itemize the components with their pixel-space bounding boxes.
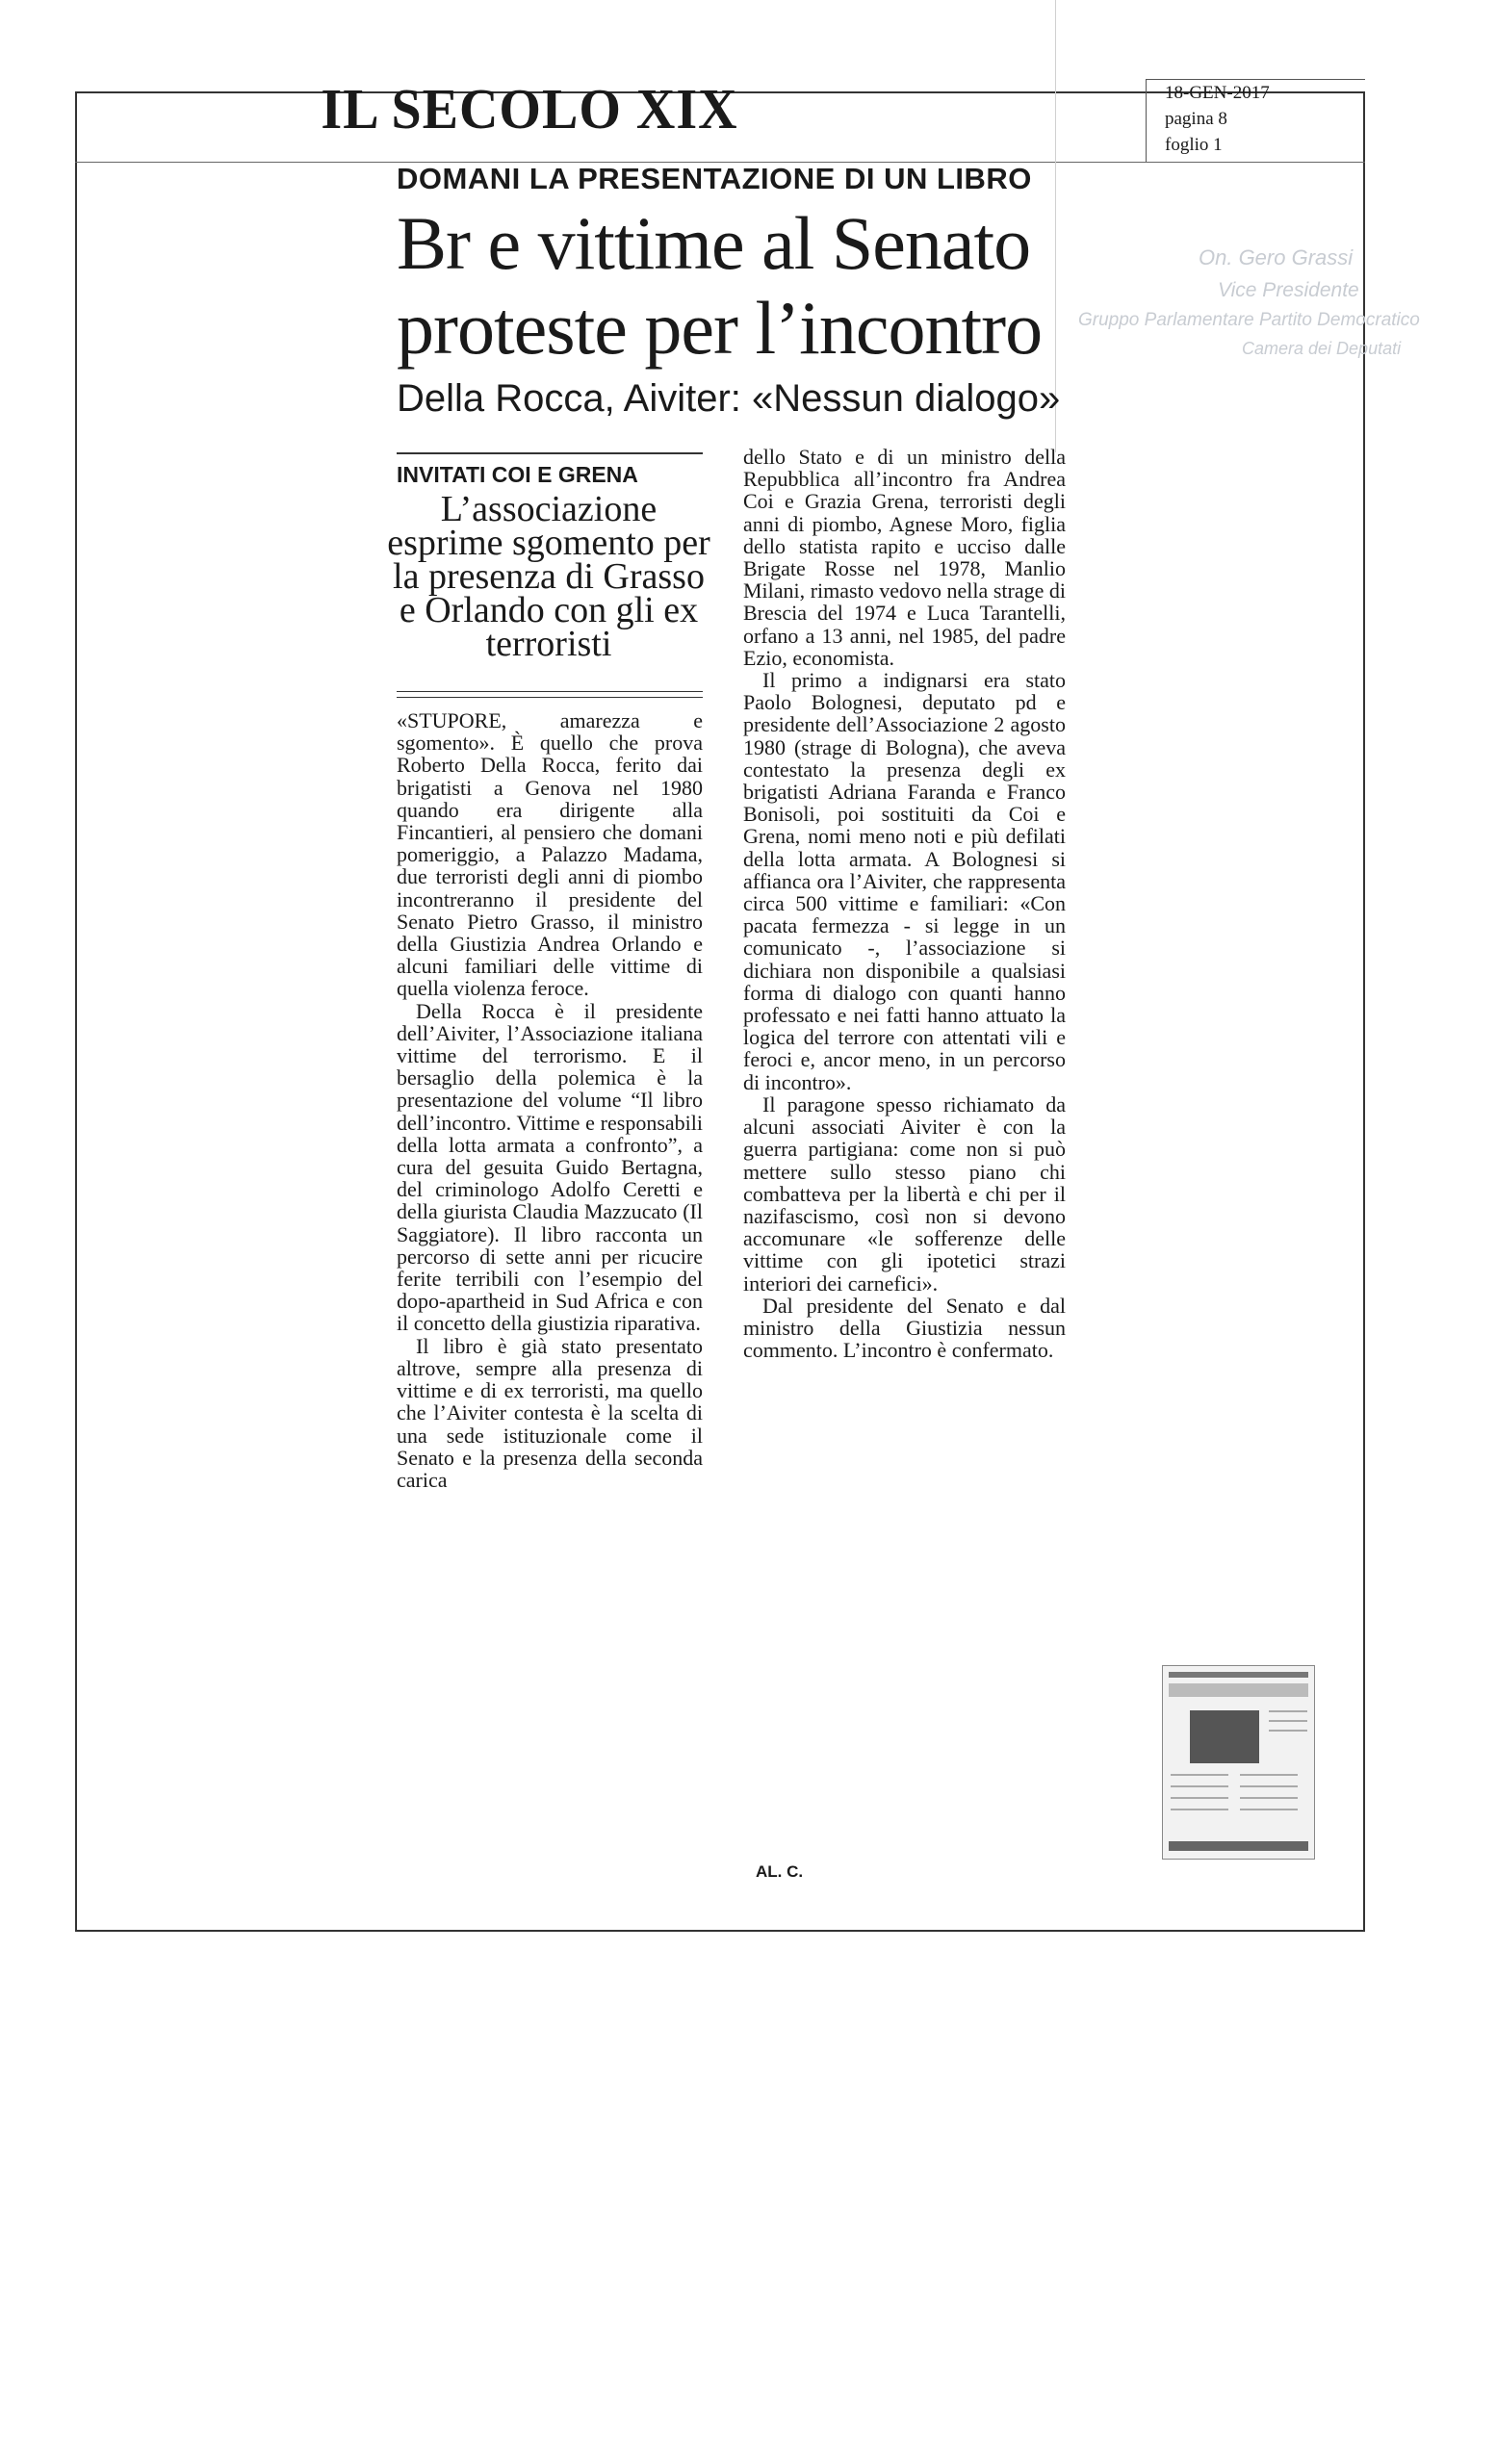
frame-right-rule [1363,91,1365,1932]
frame-left-rule [75,91,77,1932]
article-column-1 [397,709,703,1491]
clipping-page: pagina 8 [1165,109,1227,129]
column-1-paragraph: «STUPORE, amarezza e sgomento». È quello che prova Roberto Della Rocca, ferito dai brigatisti a Genova nel 1980 quando era dirigente alla Fincantieri, al pensiero che domani pomeriggio, a Palazzo Madama, due terroristi degli anni di piombo incontreranno il presidente del Senato Pietro Grasso, il ministro della Giustizia Andrea Orlando e alcuni familiari delle vittime di quella violenza feroce. [397,708,703,1001]
sidebar-bottom-rule-2 [397,697,703,698]
column-2-paragraph: dello Stato e di un ministro della Repubblica all’incontro fra Andrea Coi e Grazia Grena, terroristi degli anni di piombo, Agnese Moro, figlia dello statista rapito e ucciso dalle Brigate Rosse nel 1978, Manlio Milani, rimasto vedovo nella strage di Brescia del 1974 e Luca Tarantelli, orfano a 13 anni, nel 1985, del padre Ezio, economista. [743,445,1066,670]
column-2-paragraph: Il paragone spesso richiamato da alcuni associati Aiviter è con la guerra partigiana: come non si può mettere sullo stesso piano chi combatteva per la libertà e chi per il nazifascismo, così non si devono accomunare «le sofferenze delle vittime con gli ipotetici strazi interiori dei carnefici». [743,1091,1066,1296]
column-2-paragraph: Dal presidente del Senato e dal ministro della Giustizia nessun commento. L’incontro è confermato. [743,1293,1066,1363]
frame-bottom-rule [75,1930,1365,1932]
column-2-paragraph: Il primo a indignarsi era stato Paolo Bolognesi, deputato pd e presidente dell’Associazione 2 agosto 1980 (strage di Bologna), che aveva contestato la presenza degli ex brigatisti Adriana Faranda e Franco Bonisoli, poi sostituiti da Coi e Grena, nomi meno noti e più defilati della lotta armata. A Bolognesi si affianca ora l’Aiviter, che rappresenta circa 500 vittime e familiari: «Con pacata fermezza - si legge in un comunicato -, l’associazione si dichiara non disponibile a qualsiasi forma di dialogo con quanti hanno professato e nei fatti hanno attuato la logica del terrore con attentati vili e feroci e, ancor meno, in un percorso di incontro». [743,668,1066,1094]
clipping-sheet: foglio 1 [1165,135,1223,155]
page-thumbnail [1162,1665,1315,1860]
article-column-2 [743,446,1066,1361]
stamp-line-1: On. Gero Grassi [1199,245,1354,270]
stamp-line-4: Camera dei Deputati [1242,339,1402,358]
masthead-logo: IL SECOLO XIX [321,78,738,141]
sidebar-kicker: INVITATI COI E GRENA [397,462,638,487]
sidebar-bottom-rule-1 [397,691,703,692]
sidebar-top-rule [397,452,703,454]
headline-line-2: proteste per l’incontro [397,286,1043,370]
clipping-date: 18-GEN-2017 [1165,83,1270,103]
author-signature: AL. C. [756,1862,804,1881]
article-kicker: DOMANI LA PRESENTAZIONE DI UN LIBRO [397,162,1032,195]
subheadline: Della Rocca, Aiviter: «Nessun dialogo» [397,377,1061,420]
column-1-paragraph: Della Rocca è il presidente dell’Aiviter, l’Associazione italiana vittime del terrorismo. E il bersaglio della polemica è la presentazione del volume “Il libro dell’incontro. Vittime e responsabili della lotta armata a confronto”, a cura del gesuita Guido Bertagna, del criminologo Adolfo Ceretti e della giurista Claudia Mazzucato (Il Saggiatore). Il libro racconta un percorso di sette anni per ricucire ferite terribili con l’esempio del dopo-apartheid in Sud Africa e con il concetto della giustizia riparativa. [397,998,703,1336]
meta-box-left-rule [1146,79,1147,162]
meta-box-top-rule [1146,79,1365,80]
sidebar-headline: L’associazione esprime sgomento per la presenza di Grasso e Orlando con gli ex terroristi [387,489,710,664]
stamp-line-3: Gruppo Parlamentare Partito Democratico [1078,310,1420,330]
headline-line-1: Br e vittime al Senato [397,201,1031,285]
stamp-line-2: Vice Presidente [1218,279,1359,301]
column-1-paragraph: Il libro è già stato presentato altrove, sempre alla presenza di vittime e di ex terroristi, ma quello che l’Aiviter contesta è la scelta di una sede istituzionale come il Senato e la presenza della seconda carica [397,1333,703,1492]
